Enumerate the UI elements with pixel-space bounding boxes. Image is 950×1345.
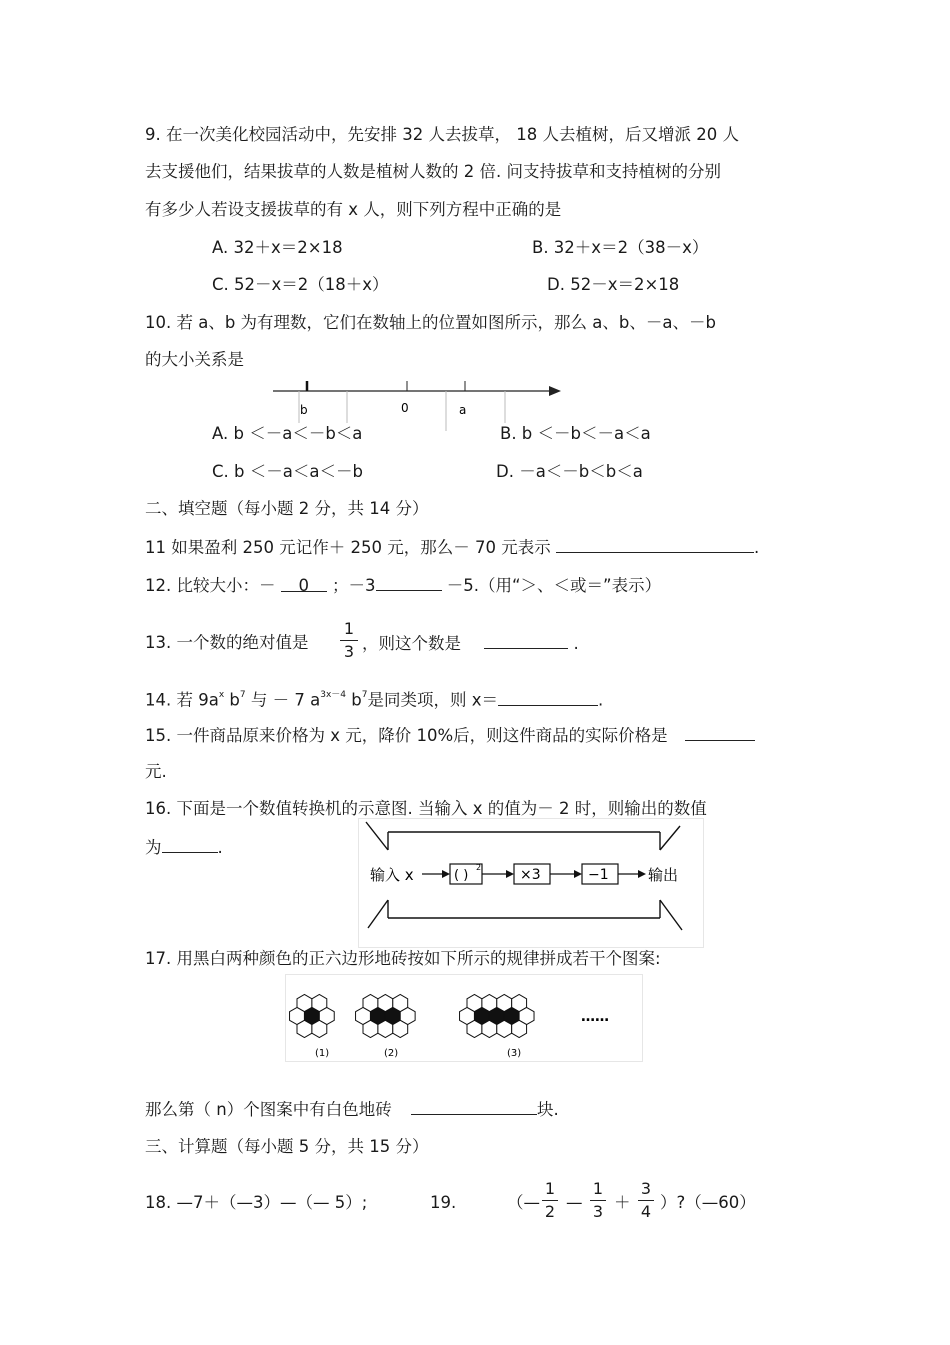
q19-fraction-2 [590, 1179, 606, 1222]
q9-option-a: A. 32＋x＝2×18 [212, 238, 343, 257]
q19-f2-den: 3 [592, 1202, 604, 1221]
q12-pre: 12. 比较大小：－ [145, 576, 276, 595]
q13-fraction [340, 619, 358, 662]
q18: 18. —7＋（—3）—（— 5）; [145, 1193, 368, 1212]
q14-period: . [597, 690, 604, 710]
q19-fraction-1 [542, 1179, 558, 1222]
q19-plus: ＋ [614, 1193, 631, 1212]
white-hexagon-tile [512, 1020, 527, 1037]
white-hexagon-tile [297, 1020, 312, 1037]
q9-option-b: B. 32＋x＝2（38－x） [532, 238, 709, 257]
q14-exp-3x-4: 3x－4 [320, 690, 346, 700]
q12-blank-1: 0 [281, 575, 327, 592]
q19-open: （— [507, 1193, 540, 1212]
pattern-1-caption: (1) [315, 1048, 330, 1059]
axis-label-a: a [459, 403, 467, 417]
q14-b2: b [346, 690, 362, 710]
pattern-2-caption: (2) [384, 1048, 399, 1059]
q14-answer-blank [498, 689, 598, 706]
q15-answer-blank [685, 724, 755, 741]
conversion-machine-diagram [358, 818, 704, 948]
q19-f1-num: 1 [544, 1179, 556, 1198]
white-hexagon-tile [393, 1020, 408, 1037]
q17-answer-blank [411, 1098, 537, 1115]
q9-line2: 去支援他们，结果拔草的人数是植树人数的 2 倍. 问支持拔草和支持植树的分别 [145, 162, 721, 181]
q14-b1: b [224, 690, 240, 710]
q14-pre: 14. 若 9a [145, 690, 219, 710]
q14-exp-x: x [218, 690, 225, 700]
white-hexagon-tile [363, 1020, 378, 1037]
q13-numerator: 1 [343, 619, 355, 638]
q13-answer-blank [484, 632, 568, 649]
multiply-box-label: ×3 [520, 867, 541, 883]
q19-minus: — [566, 1193, 583, 1212]
q12-mid: ；－3 [332, 576, 376, 595]
q10-option-b: B. b ＜－b＜－a＜a [500, 424, 651, 443]
hexagon-tile-pattern-figure [285, 974, 643, 1062]
q9-option-c: C. 52－x＝2（18＋x） [212, 275, 389, 294]
q16-period: . [217, 838, 223, 857]
q14-exp-7a: 7 [239, 690, 246, 700]
q14-exp-7b: 7 [361, 690, 368, 700]
q12 [145, 574, 661, 597]
q14-post: 是同类项，则 x＝ [367, 690, 498, 710]
q17-unit: 块. [536, 1100, 559, 1119]
white-hexagon-tile [312, 1020, 327, 1037]
q15-line1 [145, 724, 755, 747]
q10-option-c: C. b ＜－a＜a＜－b [212, 462, 363, 481]
square-exponent: 2 [476, 863, 482, 872]
q9-line1: 9. 在一次美化校园活动中，先安排 32 人去拔草， 18 人去植树，后又增派 20 人 [145, 125, 739, 144]
q12-post: －5.（用“＞、＜或＝”表示） [446, 576, 662, 595]
q13-period: . [573, 634, 579, 653]
q19-f3-den: 4 [640, 1202, 652, 1221]
q17-text: 那么第（ n）个图案中有白色地砖 [145, 1100, 392, 1119]
q19-f2-num: 1 [592, 1179, 604, 1198]
q16-line1: 16. 下面是一个数值转换机的示意图. 当输入 x 的值为－ 2 时，则输出的数值 [145, 799, 707, 818]
q11 [145, 536, 759, 559]
q10-line1: 10. 若 a、b 为有理数，它们在数轴上的位置如图所示，那么 a、b、－a、－b [145, 313, 716, 332]
q16-text: 为 [145, 838, 162, 857]
white-hexagon-tile [378, 1020, 393, 1037]
q10-option-d: D. －a＜－b＜b＜a [496, 462, 643, 481]
q19-f3-num: 3 [640, 1179, 652, 1198]
axis-label-0: 0 [401, 401, 409, 415]
subtract-box-label: −1 [588, 867, 609, 883]
q13-post [362, 632, 579, 655]
q19-fraction-3 [638, 1179, 654, 1222]
section-2-heading: 二、填空题（每小题 2 分，共 14 分） [145, 499, 429, 518]
q9-option-d: D. 52－x＝2×18 [547, 275, 680, 294]
q16-line2 [145, 836, 223, 859]
q11-text: 11 如果盈利 250 元记作＋ 250 元，那么－ 70 元表示 [145, 538, 551, 557]
q13-denominator: 3 [343, 642, 355, 661]
q10-option-a: A. b ＜－a＜－b＜a [212, 424, 363, 443]
q17-line1: 17. 用黑白两种颜色的正六边形地砖按如下所示的规律拼成若干个图案: [145, 949, 661, 968]
white-hexagon-tile [482, 1020, 497, 1037]
pattern-3-caption: (3) [507, 1048, 522, 1059]
axis-label-b: b [300, 403, 308, 417]
q11-answer-blank [556, 536, 754, 553]
q19-close: ）?（—60） [660, 1193, 756, 1212]
section-3-heading: 三、计算题（每小题 5 分，共 15 分） [145, 1137, 429, 1156]
q16-answer-blank [162, 836, 218, 853]
continuation-dots: …… [581, 1009, 609, 1025]
q12-blank-2 [376, 574, 442, 591]
q17-line2 [145, 1098, 559, 1121]
q19-f1-den: 2 [544, 1202, 556, 1221]
q15-text: 15. 一件商品原来价格为 x 元，降价 10%后，则这件商品的实际价格是 [145, 726, 668, 745]
white-hexagon-tile [467, 1020, 482, 1037]
q13-pre: 13. 一个数的绝对值是 [145, 633, 309, 652]
q14 [145, 686, 603, 712]
q14-mid: 与 － 7 a [245, 690, 321, 710]
q19-label: 19. [430, 1193, 457, 1212]
q9-line3: 有多少人若设支援拔草的有 x 人，则下列方程中正确的是 [145, 200, 562, 219]
q15-line2: 元. [145, 762, 167, 781]
output-label: 输出 [648, 866, 679, 884]
q10-line2: 的大小关系是 [145, 350, 244, 369]
square-box-label: ( ) [454, 868, 469, 883]
q13-post-text: ，则这个数是 [362, 634, 461, 653]
white-hexagon-tile [497, 1020, 512, 1037]
input-label: 输入 x [370, 866, 414, 884]
q11-period: . [753, 538, 760, 557]
